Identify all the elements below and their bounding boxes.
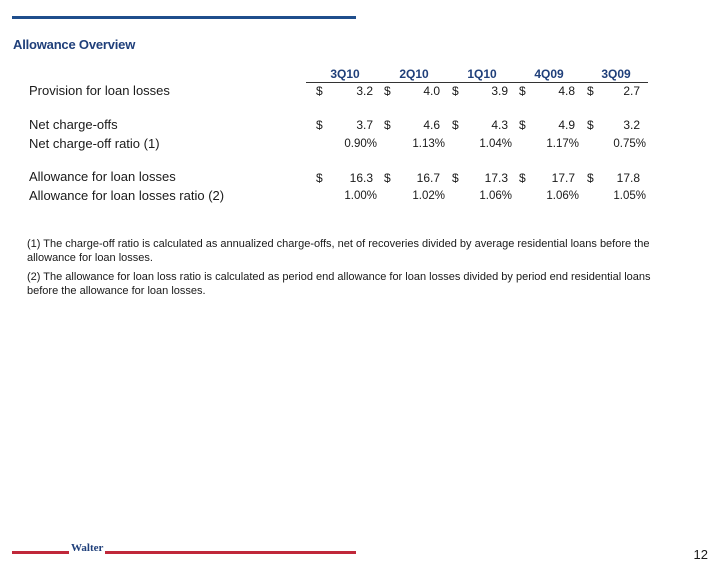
currency-symbol: $ (587, 171, 594, 185)
currency-symbol: $ (384, 118, 391, 132)
column-header-2q10: 2Q10 (399, 67, 429, 81)
currency-symbol: $ (519, 84, 526, 98)
cell-allowance-ratio-1q10: 1.06% (479, 190, 512, 202)
cell-allowance-3q10: 16.3 (349, 171, 373, 185)
row-label-allowance: Allowance for loan losses (29, 169, 176, 184)
cell-allowance-ratio-3q10: 1.00% (344, 190, 377, 202)
row-label-net-charge-offs: Net charge-offs (29, 117, 118, 132)
currency-symbol: $ (316, 84, 323, 98)
company-logo: Walter (71, 542, 104, 554)
cell-allowance-ratio-2q10: 1.02% (412, 190, 445, 202)
page-title: Allowance Overview (13, 37, 136, 52)
currency-symbol: $ (587, 84, 594, 98)
currency-symbol: $ (316, 171, 323, 185)
footnote-2: (2) The allowance for loan loss ratio is calculated as period end allowance for loan losses divided by period end residential loans before the allowance for loan losses. (27, 271, 651, 297)
top-accent-rule (12, 16, 356, 19)
cell-allowance-3q09: 17.8 (616, 171, 640, 185)
row-label-allowance-ratio: Allowance for loan losses ratio (2) (29, 188, 225, 203)
cell-nco-ratio-1q10: 1.04% (479, 138, 512, 150)
cell-nco-ratio-3q09: 0.75% (613, 138, 646, 150)
cell-allowance-2q10: 16.7 (416, 171, 440, 185)
cell-nco-2q10: 4.6 (423, 118, 440, 132)
cell-nco-1q10: 4.3 (491, 118, 508, 132)
cell-nco-ratio-4q09: 1.17% (546, 138, 579, 150)
row-label-net-charge-off-ratio: Net charge-off ratio (1) (29, 136, 160, 151)
cell-nco-3q09: 3.2 (623, 118, 640, 132)
currency-symbol: $ (316, 118, 323, 132)
currency-symbol: $ (519, 171, 526, 185)
currency-symbol: $ (452, 118, 459, 132)
currency-symbol: $ (519, 118, 526, 132)
cell-provision-3q09: 2.7 (623, 84, 640, 98)
cell-allowance-ratio-4q09: 1.06% (546, 190, 579, 202)
bottom-accent-rule (12, 551, 356, 554)
currency-symbol: $ (384, 171, 391, 185)
column-header-3q10: 3Q10 (330, 67, 360, 81)
currency-symbol: $ (452, 171, 459, 185)
cell-provision-3q10: 3.2 (356, 84, 373, 98)
cell-nco-ratio-3q10: 0.90% (344, 138, 377, 150)
cell-nco-4q09: 4.9 (558, 118, 575, 132)
column-header-4q09: 4Q09 (534, 67, 564, 81)
cell-provision-4q09: 4.8 (558, 84, 575, 98)
cell-nco-3q10: 3.7 (356, 118, 373, 132)
page-number: 12 (693, 547, 708, 562)
cell-provision-2q10: 4.0 (423, 84, 440, 98)
cell-nco-ratio-2q10: 1.13% (412, 138, 445, 150)
row-label-provision: Provision for loan losses (29, 83, 170, 98)
cell-allowance-4q09: 17.7 (551, 171, 575, 185)
currency-symbol: $ (384, 84, 391, 98)
footnote-1: (1) The charge-off ratio is calculated as annualized charge-offs, net of recoveries divided by average residential loans before the allowance for loan losses. (27, 238, 650, 264)
cell-allowance-1q10: 17.3 (484, 171, 508, 185)
header-rule (306, 82, 648, 83)
cell-allowance-ratio-3q09: 1.05% (613, 190, 646, 202)
cell-provision-1q10: 3.9 (491, 84, 508, 98)
column-header-1q10: 1Q10 (467, 67, 497, 81)
column-header-3q09: 3Q09 (601, 67, 631, 81)
currency-symbol: $ (452, 84, 459, 98)
currency-symbol: $ (587, 118, 594, 132)
